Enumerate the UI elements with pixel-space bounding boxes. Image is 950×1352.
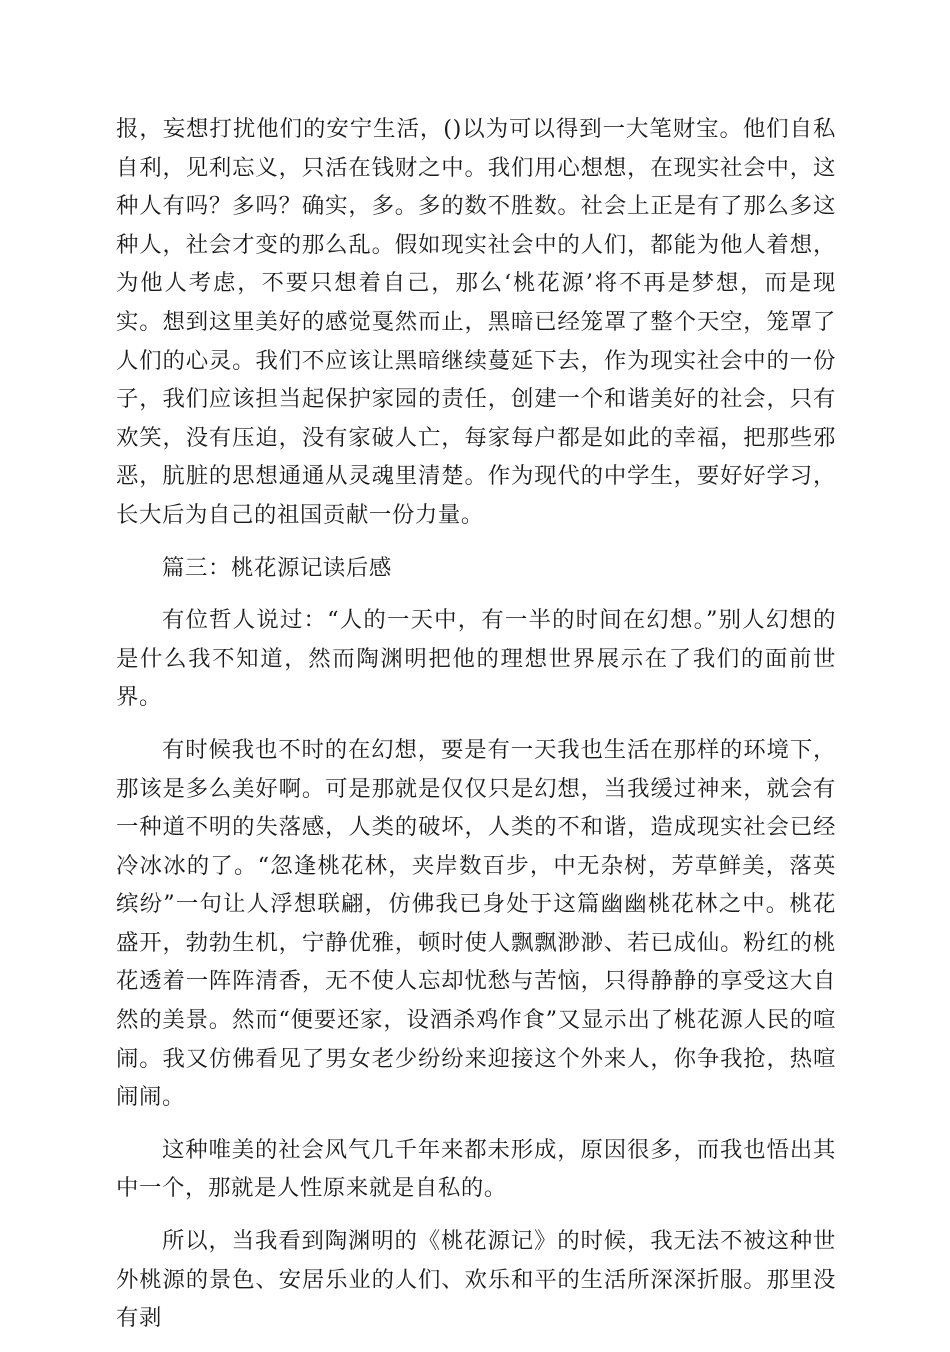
paragraph-selfish-nature: 这种唯美的社会风气几千年来都未形成，原因很多，而我也悟出其中一个，那就是人性原来就是自私的。 — [116, 1136, 836, 1202]
paragraph-philosopher-quote: 有位哲人说过：“人的一天中，有一半的时间在幻想。”别人幻想的是什么我不知道，然而陶渊明把他的理想世界展示在了我们的面前世界。 — [116, 607, 836, 711]
paragraph-fantasy: 有时候我也不时的在幻想，要是有一天我也生活在那样的环境下，那该是多么美好啊。可是那就是仅仅只是幻想，当我缓过神来，就会有一种道不明的失落感，人类的破坏，人类的不和谐，造成现实社会已经冷冰冰的了。“忽逢桃花林，夹岸数百步，中无杂树，芳草鲜美，落英缤纷”一句让人浮想联翩，仿佛我已身处于这篇幽幽桃花林之中。桃花盛开，勃勃生机，宁静优雅，顿时使人飘飘渺渺、若已成仙。粉红的桃花透着一阵阵清香，无不使人忘却忧愁与苦恼，只得静静的享受这大自然的美景。然而“便要还家，设酒杀鸡作食”又显示出了桃花源人民的喧闹。我又仿佛看见了男女老少纷纷来迎接这个外来人，你争我抢，热喧闹闹。 — [116, 736, 836, 1111]
section-heading: 篇三：桃花源记读后感 — [162, 554, 392, 581]
document-body — [116, 110, 836, 1352]
paragraph-continuation: 报，妄想打扰他们的安宁生活，()以为可以得到一大笔财宝。他们自私自利，见利忘义，只活在钱财之中。我们用心想想，在现实社会中，这种人有吗？多吗？确实，多。多的数不胜数。社会上正是有了那么多这种人，社会才变的那么乱。假如现实社会中的人们，都能为他人着想，为他人考虑，不要只想着自己，那么‘桃花源’将不再是梦想，而是现实。想到这里美好的感觉戛然而止，黑暗已经笼罩了整个天空，笼罩了人们的心灵。我们不应该让黑暗继续蔓延下去，作为现实社会中的一份子，我们应该担当起保护家园的责任，创建一个和谐美好的社会，只有欢笑，没有压迫，没有家破人亡，每家每户都是如此的幸福，把那些邪恶，肮脏的思想通通从灵魂里清楚。作为现代的中学生，要好好学习，长大后为自己的祖国贡献一份力量。 — [116, 116, 836, 528]
paragraph-peach-blossom-spring: 所以，当我看到陶渊明的《桃花源记》的时候，我无法不被这种世外桃源的景色、安居乐业的人们、欢乐和平的生活所深深折服。那里没有剥 — [116, 1228, 836, 1332]
